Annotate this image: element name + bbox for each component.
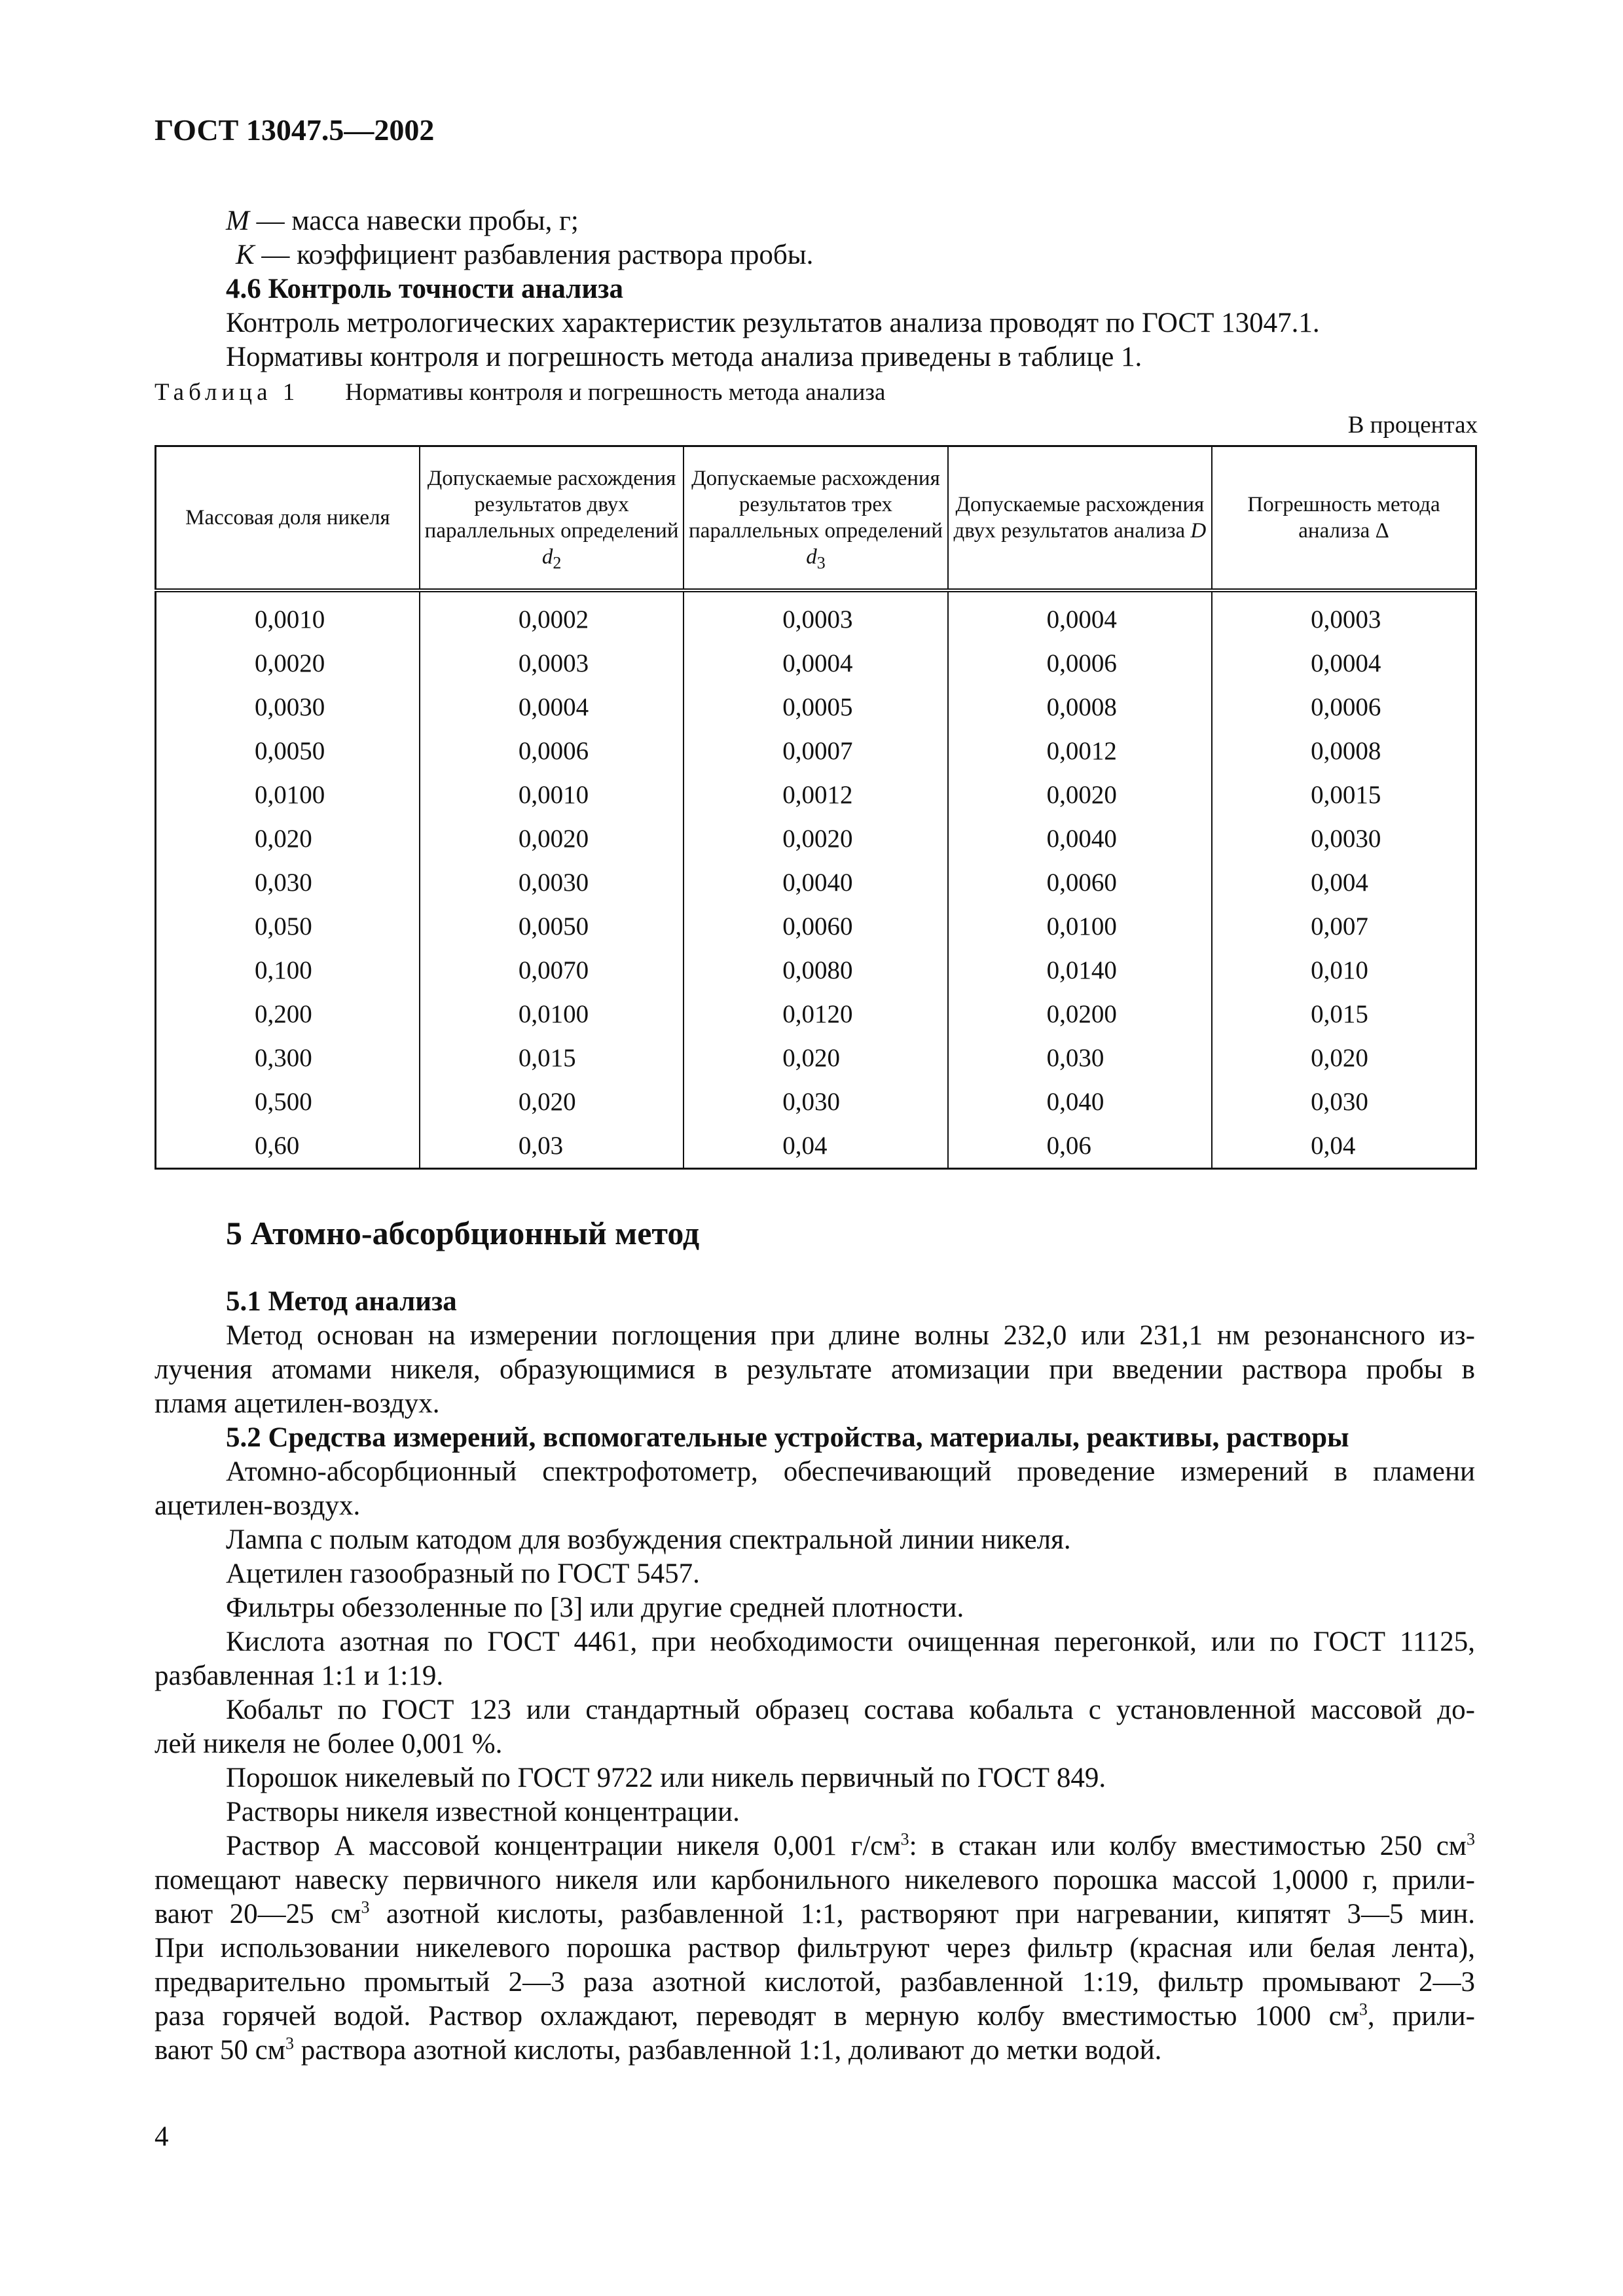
table-cell: 0,0030 [420,861,684,905]
solution-a-line-4: При использовании никелевого порошка раствор фильтруют через фильтр (красная или белая лента), [155,1933,1475,1964]
table-caption [155,378,885,406]
table-cell: 0,0006 [1212,685,1476,729]
header-col2-subscript: 2 [553,553,562,573]
table-cell: 0,0060 [948,861,1212,905]
table-cell: 0,0015 [1212,773,1476,817]
lamp-line: Лампа с полым катодом для возбуждения спектральной линии никеля. [226,1524,1071,1555]
header-col2-symbol: d [541,545,553,569]
header-col3-subscript: 3 [816,553,826,573]
table-cell: 0,0030 [156,685,420,729]
table-cell: 0,0100 [948,905,1212,948]
spectrophotometer-line-2: ацетилен-воздух. [155,1490,361,1521]
table-cell: 0,020 [1212,1036,1476,1080]
table-header-row [156,446,1476,591]
table-cell: 0,030 [156,861,420,905]
table-cell: 0,0003 [420,641,684,685]
table-cell: 0,04 [1212,1124,1476,1169]
table-row [156,992,1476,1036]
table-cell: 0,04 [684,1124,947,1169]
header-col5-text: Погрешность метода анализа Δ [1247,493,1440,543]
superscript: 3 [361,1897,370,1917]
table-cell: 0,0050 [156,729,420,773]
table-cell: 0,0003 [1212,590,1476,641]
cobalt-line-1: Кобальт по ГОСТ 123 или стандартный образец состава кобальта с установленной массовой до- [226,1695,1475,1725]
table-cell: 0,0004 [684,641,947,685]
table-cell: 0,0200 [948,992,1212,1036]
table-cell: 0,0012 [684,773,947,817]
header-col1-text: Массовая доля никеля [185,506,390,529]
table-cell: 0,0040 [684,861,947,905]
section-5-1-title: 5.1 Метод анализа [226,1286,457,1317]
method-line-3: пламя ацетилен-воздух. [155,1388,440,1419]
table-cell: 0,0007 [684,729,947,773]
definition-k-text: — коэффициент разбавления раствора пробы. [254,240,814,270]
table-cell: 0,0006 [420,729,684,773]
solution-a-text: вают 20—25 см [155,1899,361,1929]
acid-line-2: разбавленная 1:1 и 1:19. [155,1660,444,1691]
superscript: 3 [1467,1829,1475,1849]
table-cell: 0,0004 [1212,641,1476,685]
table-cell: 0,0120 [684,992,947,1036]
table-title: Нормативы контроля и погрешность метода анализа [345,379,886,406]
table-cell: 0,020 [420,1080,684,1124]
table-cell: 0,0080 [684,948,947,992]
header-three-parallel [684,446,947,591]
table-row [156,1080,1476,1124]
table-cell: 0,007 [1212,905,1476,948]
header-col4-symbol: D [1190,519,1207,543]
table-cell: 0,030 [1212,1080,1476,1124]
table-cell: 0,0070 [420,948,684,992]
superscript: 3 [1359,2000,1368,2019]
superscript: 3 [285,2034,294,2053]
acid-line-1: Кислота азотная по ГОСТ 4461, при необходимости очищенная перегонкой, или по ГОСТ 11125, [226,1626,1475,1657]
header-col4-text: Допускаемые расхождения двух результатов анализа [953,493,1205,543]
solution-a-line-2: помещают навеску первичного никеля или карбонильного никелевого порошка массой 1,0000 г, прили- [155,1865,1475,1895]
table-cell: 0,300 [156,1036,420,1080]
table-row [156,1036,1476,1080]
table-cell: 0,500 [156,1080,420,1124]
table-cell: 0,0006 [948,641,1212,685]
table-label: Таблица 1 [155,379,300,406]
solution-a-text: азотной кислоты, разбавленной 1:1, растворяют при нагревании, кипятят 3—5 мин. [369,1899,1475,1929]
table-cell: 0,020 [684,1036,947,1080]
powder-line: Порошок никелевый по ГОСТ 9722 или никель первичный по ГОСТ 849. [226,1763,1106,1793]
paragraph-control: Контроль метрологических характеристик результатов анализа проводят по ГОСТ 13047.1. [226,308,1320,338]
table-cell: 0,0020 [684,817,947,861]
table-unit: В процентах [1347,412,1478,439]
table-cell: 0,60 [156,1124,420,1169]
table-cell: 0,0020 [156,641,420,685]
table-cell: 0,0020 [420,817,684,861]
definition-k [236,238,813,272]
table-cell: 0,0100 [156,773,420,817]
filters-line: Фильтры обеззоленные по [3] или другие средней плотности. [226,1592,964,1623]
table-cell: 0,020 [156,817,420,861]
header-two-parallel [420,446,684,591]
table-cell: 0,0002 [420,590,684,641]
table-cell: 0,0040 [948,817,1212,861]
table-cell: 0,010 [1212,948,1476,992]
table-cell: 0,200 [156,992,420,1036]
solution-a-text: раза горячей водой. Раствор охлаждают, переводят в мерную колбу вместимостью 1000 см [155,2001,1359,2032]
header-col2-text: Допускаемые расхождения результатов двух параллельных определений [424,467,679,543]
symbol-m: М [226,206,249,236]
solution-a-text: : в стакан или колбу вместимостью 250 см [909,1831,1467,1861]
norms-table [155,445,1477,1170]
section-5-title: 5 Атомно-абсорбционный метод [226,1215,700,1251]
method-line-2: лучения атомами никеля, образующимися в результате атомизации при введении раствора пробы в [155,1354,1475,1385]
table-cell: 0,06 [948,1124,1212,1169]
table-row [156,641,1476,685]
section-5-2-title: 5.2 Средства измерений, вспомогательные устройства, материалы, реактивы, растворы [226,1422,1349,1453]
document-header: ГОСТ 13047.5—2002 [155,113,435,147]
spectrophotometer-line-1: Атомно-абсорбционный спектрофотометр, обеспечивающий проведение измерений в пламени [226,1456,1475,1487]
table-row [156,685,1476,729]
table-cell: 0,040 [948,1080,1212,1124]
definition-m-text: — масса навески пробы, г; [249,206,579,236]
table-cell: 0,0003 [684,590,947,641]
table-cell: 0,004 [1212,861,1476,905]
section-4-6-title: 4.6 Контроль точности анализа [226,274,623,304]
definition-m [226,204,579,238]
header-col3-text: Допускаемые расхождения результатов трех параллельных определений [689,467,943,543]
header-col3-symbol: d [806,545,817,569]
table-row [156,948,1476,992]
table-cell: 0,0004 [420,685,684,729]
table-cell: 0,0030 [1212,817,1476,861]
table-cell: 0,0008 [1212,729,1476,773]
header-nickel-fraction [156,446,420,591]
table-row [156,861,1476,905]
table-cell: 0,0008 [948,685,1212,729]
table-cell: 0,100 [156,948,420,992]
cobalt-line-2: лей никеля не более 0,001 %. [155,1729,503,1759]
table-cell: 0,0012 [948,729,1212,773]
superscript: 3 [900,1829,909,1849]
solution-a-line-5: предварительно промытый 2—3 раза азотной кислотой, разбавленной 1:19, фильтр промывают 2—3 [155,1967,1475,1998]
symbol-k: К [236,240,255,270]
table-row [156,773,1476,817]
solution-a-line-6 [155,2000,1475,2034]
solution-a-text: , прили- [1367,2001,1476,2032]
table-cell: 0,030 [684,1080,947,1124]
table-cell: 0,030 [948,1036,1212,1080]
table-cell: 0,03 [420,1124,684,1169]
table-row [156,905,1476,948]
method-line-1: Метод основан на измерении поглощения при длине волны 232,0 или 231,1 нм резонансного из- [226,1320,1475,1351]
table-cell: 0,0100 [420,992,684,1036]
table-cell: 0,015 [1212,992,1476,1036]
table-cell: 0,0140 [948,948,1212,992]
header-two-results [948,446,1212,591]
acetylene-line: Ацетилен газообразный по ГОСТ 5457. [226,1558,700,1589]
table-cell: 0,0050 [420,905,684,948]
table-row [156,590,1476,641]
table-cell: 0,0004 [948,590,1212,641]
header-method-error [1212,446,1476,591]
solution-a-line-3 [155,1897,1475,1931]
solutions-line: Растворы никеля известной концентрации. [226,1797,740,1827]
solution-a-line-7 [155,2034,1161,2068]
paragraph-norms: Нормативы контроля и погрешность метода анализа приведены в таблице 1. [226,342,1142,372]
solution-a-text: Раствор А массовой концентрации никеля 0,001 г/см [226,1831,901,1861]
table-cell: 0,0010 [156,590,420,641]
table-row [156,729,1476,773]
table-row [156,817,1476,861]
table-cell: 0,015 [420,1036,684,1080]
solution-a-line-1 [226,1829,1475,1863]
table-cell: 0,0060 [684,905,947,948]
solution-a-text: раствора азотной кислоты, разбавленной 1:1, доливают до метки водой. [293,2035,1162,2066]
solution-a-text: вают 50 см [155,2035,285,2066]
table-cell: 0,050 [156,905,420,948]
table-cell: 0,0020 [948,773,1212,817]
table-cell: 0,0010 [420,773,684,817]
page-number: 4 [155,2121,169,2152]
table-cell: 0,0005 [684,685,947,729]
table-row [156,1124,1476,1169]
